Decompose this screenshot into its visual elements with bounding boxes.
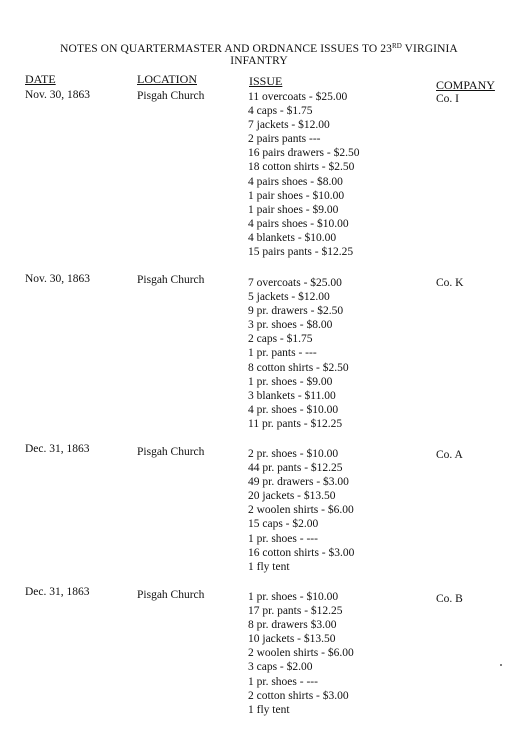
title-text-end: VIRGINIA <box>401 43 458 55</box>
title-superscript: RD <box>391 42 402 50</box>
issue-item: 2 woolen shirts - $6.00 <box>248 504 354 517</box>
column-header-issue: ISSUE <box>249 74 283 88</box>
entry-issue-list <box>248 590 354 717</box>
entry-company: Co. K <box>436 277 464 289</box>
entry-location: Pisgah Church <box>137 589 205 601</box>
issue-item: 11 overcoats - $25.00 <box>248 91 348 103</box>
scan-speck <box>500 664 502 666</box>
issue-item: 11 pr. pants - $12.25 <box>248 417 343 430</box>
issue-item: 4 pr. shoes - $10.00 <box>248 403 339 416</box>
entry-company: Co. B <box>436 593 463 605</box>
title-line-1 <box>0 40 518 55</box>
issue-item: 4 pairs shoes - $10.00 <box>248 217 349 230</box>
issue-item: 4 blankets - $10.00 <box>248 231 337 244</box>
entry-date: Dec. 31, 1863 <box>25 443 90 455</box>
issue-item: 1 fly tent <box>248 703 290 716</box>
issue-item: 2 woolen shirts - $6.00 <box>248 647 354 660</box>
issue-item: 18 cotton shirts - $2.50 <box>248 161 355 174</box>
entry-location: Pisgah Church <box>137 90 205 102</box>
entry-issue-list <box>248 447 354 574</box>
issue-item: 7 jackets - $12.00 <box>248 119 330 132</box>
issue-item: 4 pairs shoes - $8.00 <box>248 175 343 188</box>
issue-item: 3 pr. shoes - $8.00 <box>248 319 333 332</box>
issue-item: 17 pr. pants - $12.25 <box>248 605 343 618</box>
issue-item: 3 caps - $2.00 <box>248 661 313 674</box>
issue-item: 2 pairs pants --- <box>248 133 321 146</box>
issue-item: 1 pr. shoes - --- <box>248 532 318 545</box>
issue-item: 15 pairs pants - $12.25 <box>248 246 354 259</box>
issue-item: 1 pair shoes - $9.00 <box>248 203 339 216</box>
issue-item: 1 pr. shoes - $10.00 <box>248 591 339 603</box>
entry-company: Co. A <box>436 449 463 461</box>
issue-item: 9 pr. drawers - $2.50 <box>248 305 344 318</box>
issue-item: 7 overcoats - $25.00 <box>248 277 342 289</box>
issue-item: 16 pairs drawers - $2.50 <box>248 147 360 160</box>
issue-item: 8 cotton shirts - $2.50 <box>248 361 349 374</box>
issue-item: 16 cotton shirts - $3.00 <box>248 546 355 559</box>
issue-item: 1 fly tent <box>248 560 290 573</box>
title-text: NOTES ON QUARTERMASTER AND ORDNANCE ISSUES TO 23 <box>60 43 392 55</box>
entry-company: Co. I <box>436 93 459 105</box>
entry-date: Nov. 30, 1863 <box>25 273 91 285</box>
issue-item: 1 pr. shoes - $9.00 <box>248 375 333 388</box>
issue-item: 2 pr. shoes - $10.00 <box>248 448 339 460</box>
issue-item: 44 pr. pants - $12.25 <box>248 462 343 475</box>
issue-item: 3 blankets - $11.00 <box>248 389 336 402</box>
issue-item: 4 caps - $1.75 <box>248 105 313 118</box>
issue-item: 10 jackets - $13.50 <box>248 633 336 646</box>
column-header-company: COMPANY <box>436 78 495 92</box>
entry-date: Nov. 30, 1863 <box>25 89 91 101</box>
column-header-location: LOCATION <box>137 72 197 86</box>
issue-item: 8 pr. drawers $3.00 <box>248 619 337 632</box>
issue-item: 1 pair shoes - $10.00 <box>248 189 345 202</box>
entry-issue-list <box>248 276 349 431</box>
issue-item: 1 pr. pants - --- <box>248 347 317 360</box>
issue-item: 5 jackets - $12.00 <box>248 291 330 304</box>
entry-location: Pisgah Church <box>137 274 205 286</box>
issue-item: 1 pr. shoes - --- <box>248 675 318 688</box>
issue-item: 20 jackets - $13.50 <box>248 490 336 503</box>
entry-date: Dec. 31, 1863 <box>25 586 90 598</box>
document-title <box>0 40 518 67</box>
entry-location: Pisgah Church <box>137 446 205 458</box>
issue-item: 15 caps - $2.00 <box>248 518 319 531</box>
issue-item: 2 cotton shirts - $3.00 <box>248 689 349 702</box>
issue-item: 49 pr. drawers - $3.00 <box>248 476 349 489</box>
issue-item: 2 caps - $1.75 <box>248 333 313 346</box>
column-header-date: DATE <box>25 72 56 86</box>
title-line-2: INFANTRY <box>230 55 288 67</box>
entry-issue-list <box>248 90 359 259</box>
